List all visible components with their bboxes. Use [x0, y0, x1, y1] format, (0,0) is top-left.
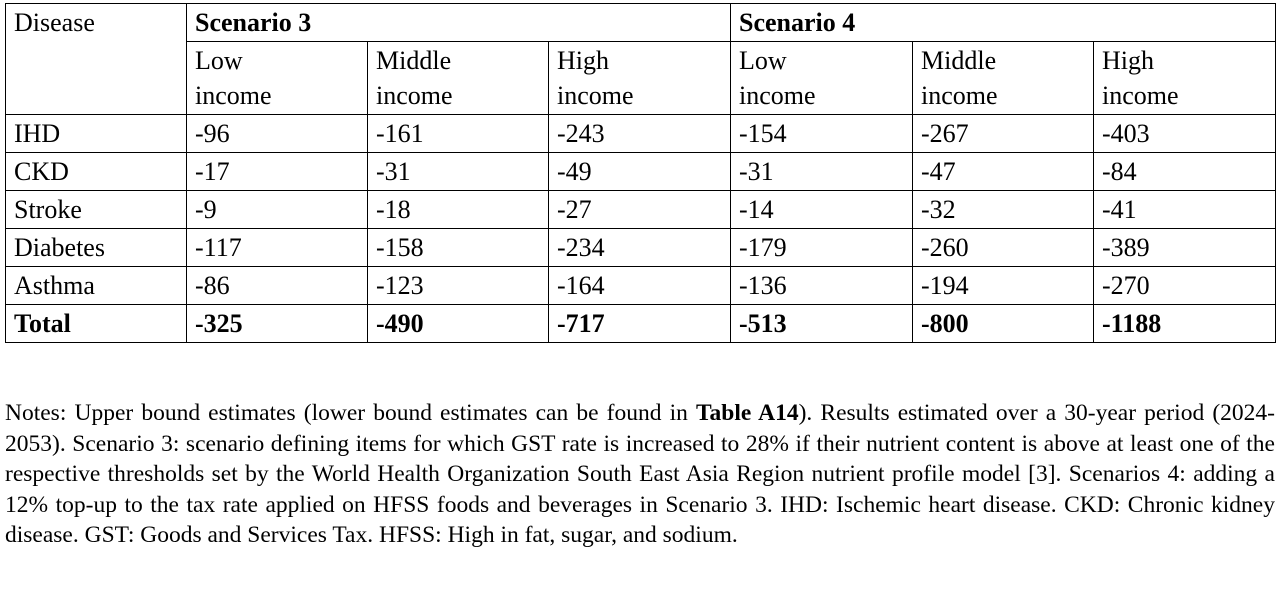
notes-text-part2: ). Results estimated over a 30-year period (2024-2053). Scenario 3: scenario defining items for which GST rate is increased to 28% if their nutrient content is above at least one of the respective thresholds set by the World Health Organization South East Asia Region nutrient profile model [3]. Scenarios 4: adding a 12% top-up to the tax rate applied on HFSS foods and beverages in Scenario 3. IHD: Ischemic heart disease. CKD: Chronic kidney disease. GST: Goods and Services Tax. HFSS: High in fat, sugar, and sodium.	[5, 400, 1275, 548]
value-cell: -117	[187, 229, 368, 267]
total-value: -513	[731, 305, 913, 343]
total-value: -800	[913, 305, 1094, 343]
table-row	[6, 191, 1276, 229]
value-cell: -96	[187, 115, 368, 153]
notes-text-part1: Notes: Upper bound estimates (lower bound estimates can be found in	[5, 400, 696, 426]
disease-cell: Stroke	[6, 191, 187, 229]
table-notes	[5, 398, 1275, 551]
income-header: High income	[549, 42, 731, 115]
scenario-4-header: Scenario 4	[731, 4, 1276, 42]
disease-cell: Asthma	[6, 267, 187, 305]
scenario-3-header: Scenario 3	[187, 4, 731, 42]
table-row	[6, 115, 1276, 153]
corner-header: Disease	[6, 4, 187, 115]
value-cell: -158	[368, 229, 549, 267]
table-row	[6, 153, 1276, 191]
value-cell: -179	[731, 229, 913, 267]
value-cell: -49	[549, 153, 731, 191]
income-header: Middle income	[368, 42, 549, 115]
header-row-scenarios	[6, 4, 1276, 42]
value-cell: -243	[549, 115, 731, 153]
total-value: -717	[549, 305, 731, 343]
disease-cell: CKD	[6, 153, 187, 191]
income-header: Low income	[731, 42, 913, 115]
table-row	[6, 229, 1276, 267]
total-row	[6, 305, 1276, 343]
total-value: -490	[368, 305, 549, 343]
table-reference: Table A14	[695, 400, 799, 426]
value-cell: -41	[1094, 191, 1276, 229]
value-cell: -123	[368, 267, 549, 305]
income-header: High income	[1094, 42, 1276, 115]
value-cell: -86	[187, 267, 368, 305]
header-row-income	[6, 42, 1276, 115]
value-cell: -389	[1094, 229, 1276, 267]
value-cell: -17	[187, 153, 368, 191]
table-row	[6, 267, 1276, 305]
value-cell: -154	[731, 115, 913, 153]
value-cell: -47	[913, 153, 1094, 191]
value-cell: -14	[731, 191, 913, 229]
value-cell: -84	[1094, 153, 1276, 191]
value-cell: -234	[549, 229, 731, 267]
disease-cell: Diabetes	[6, 229, 187, 267]
value-cell: -31	[731, 153, 913, 191]
value-cell: -164	[549, 267, 731, 305]
disease-cell: IHD	[6, 115, 187, 153]
total-value: -1188	[1094, 305, 1276, 343]
total-label: Total	[6, 305, 187, 343]
value-cell: -9	[187, 191, 368, 229]
value-cell: -31	[368, 153, 549, 191]
value-cell: -27	[549, 191, 731, 229]
value-cell: -403	[1094, 115, 1276, 153]
value-cell: -270	[1094, 267, 1276, 305]
value-cell: -32	[913, 191, 1094, 229]
value-cell: -260	[913, 229, 1094, 267]
value-cell: -18	[368, 191, 549, 229]
value-cell: -161	[368, 115, 549, 153]
income-header: Low income	[187, 42, 368, 115]
value-cell: -136	[731, 267, 913, 305]
total-value: -325	[187, 305, 368, 343]
value-cell: -194	[913, 267, 1094, 305]
results-table	[5, 3, 1276, 343]
income-header: Middle income	[913, 42, 1094, 115]
value-cell: -267	[913, 115, 1094, 153]
